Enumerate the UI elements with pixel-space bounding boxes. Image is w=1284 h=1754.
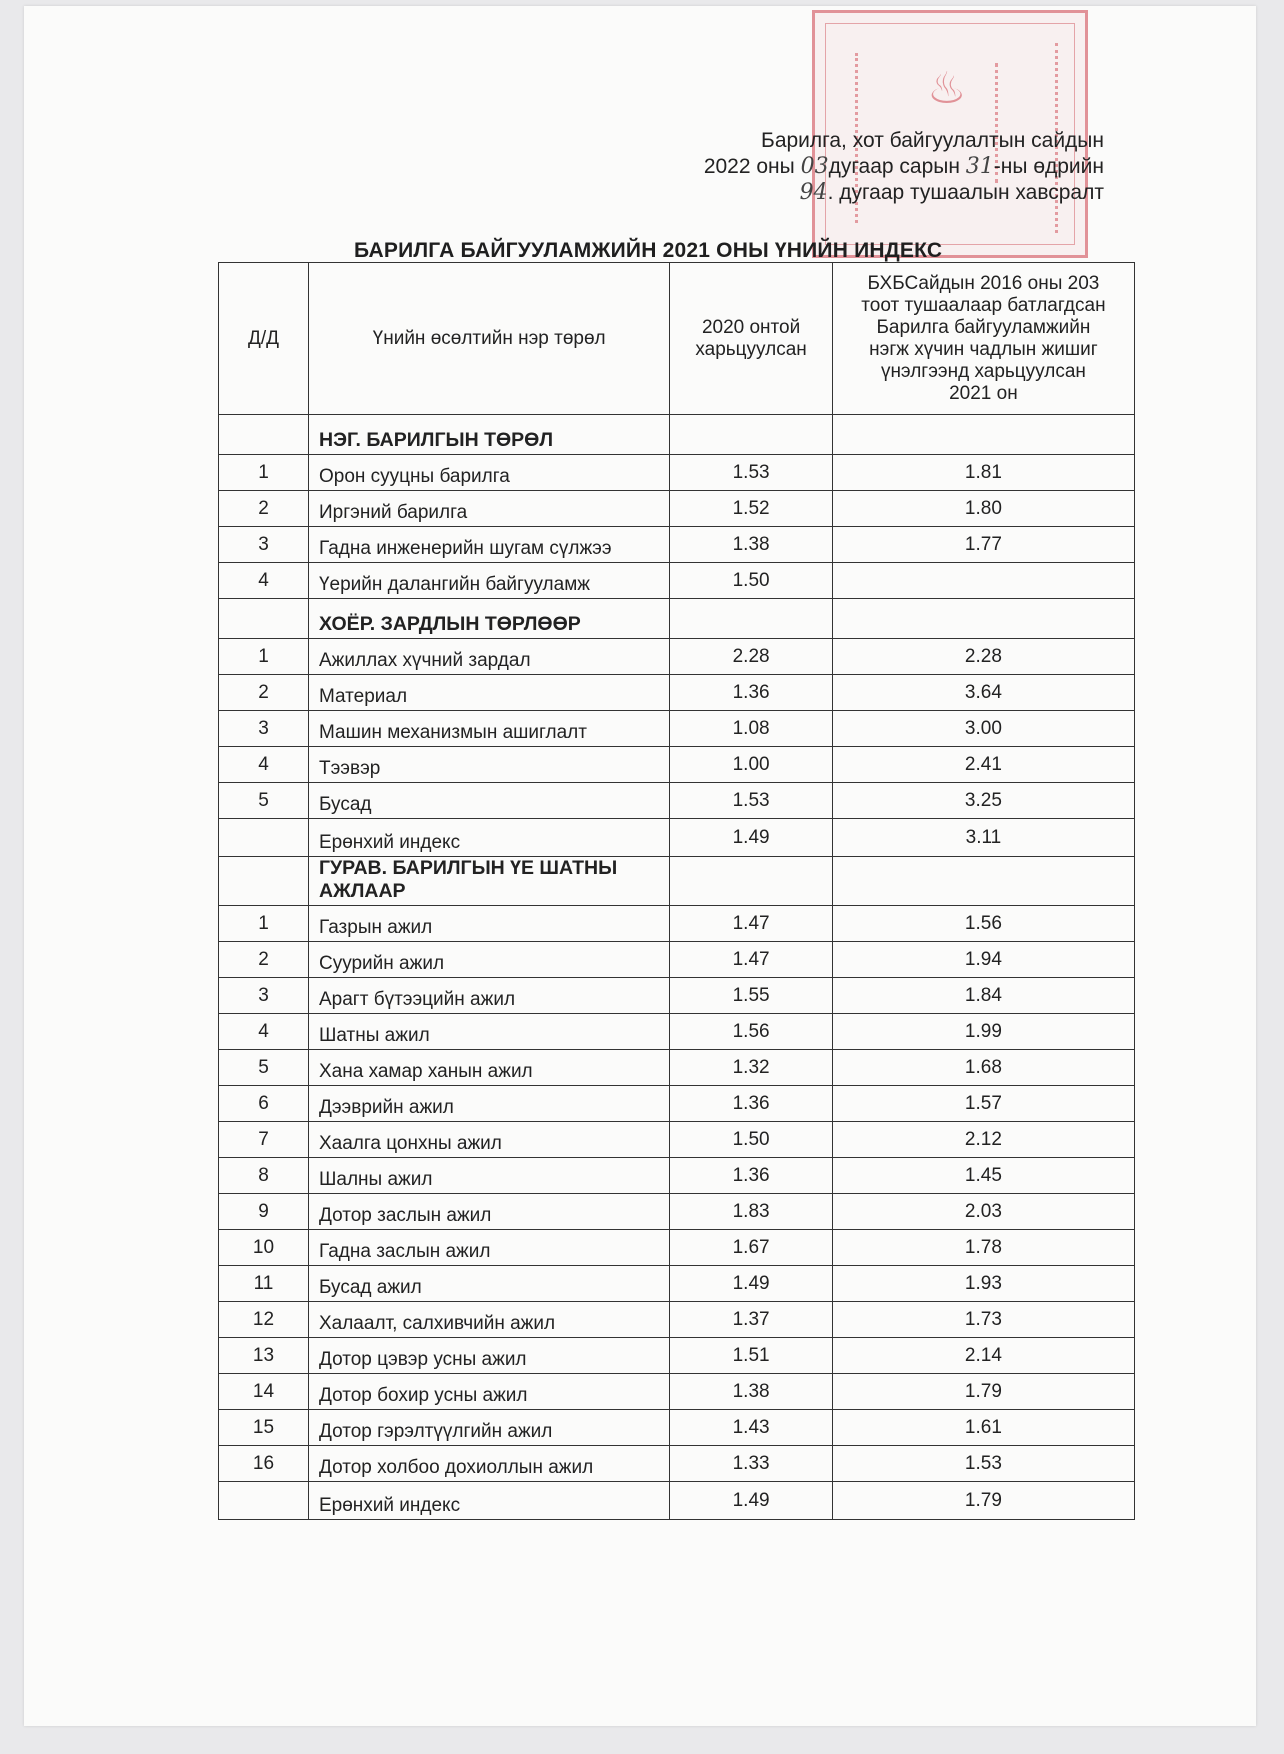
row-value-standard: 3.64	[832, 675, 1134, 711]
row-name: Бусад	[308, 783, 669, 819]
row-name: Шалны ажил	[308, 1158, 669, 1194]
row-name: Бусад ажил	[308, 1266, 669, 1302]
row-name: Ерөнхий индекс	[308, 819, 669, 857]
price-index-table	[218, 262, 1135, 1520]
row-number: 1	[219, 639, 309, 675]
appendix-note	[704, 128, 1104, 206]
row-number: 5	[219, 1050, 309, 1086]
table-row	[219, 978, 1135, 1014]
table-row	[219, 906, 1135, 942]
header-name: Үнийн өсөлтийн нэр төрөл	[308, 263, 669, 415]
row-value-2020: 1.51	[670, 1338, 833, 1374]
row-name: Орон сууцны барилга	[308, 455, 669, 491]
row-value-2020: 1.47	[670, 942, 833, 978]
row-value-2020: 1.49	[670, 819, 833, 857]
row-number: 4	[219, 563, 309, 599]
document-page	[24, 6, 1256, 1726]
row-value-standard: 1.53	[832, 1446, 1134, 1482]
row-name: Гадна инженерийн шугам сүлжээ	[308, 527, 669, 563]
header-compared-2020	[670, 263, 833, 415]
section-v2-cell	[832, 857, 1134, 906]
row-value-standard: 1.94	[832, 942, 1134, 978]
table-row	[219, 455, 1135, 491]
row-value-standard: 1.79	[832, 1482, 1134, 1520]
row-value-2020: 1.50	[670, 1122, 833, 1158]
table-row	[219, 1266, 1135, 1302]
row-number	[219, 819, 309, 857]
section-title: ХОЁР. ЗАРДЛЫН ТӨРЛӨӨР	[308, 599, 669, 639]
table-row	[219, 639, 1135, 675]
row-value-2020: 1.53	[670, 783, 833, 819]
table-row	[219, 1122, 1135, 1158]
row-value-2020: 1.55	[670, 978, 833, 1014]
row-value-standard: 2.28	[832, 639, 1134, 675]
row-name: Арагт бүтээцийн ажил	[308, 978, 669, 1014]
row-value-standard: 1.78	[832, 1230, 1134, 1266]
total-index-row	[219, 1482, 1135, 1520]
section-v1-cell	[670, 857, 833, 906]
row-number: 1	[219, 455, 309, 491]
row-value-2020: 1.56	[670, 1014, 833, 1050]
appendix-year: 2022 оны	[703, 155, 795, 178]
row-value-standard: 3.00	[832, 711, 1134, 747]
row-name: Хаалга цонхны ажил	[308, 1122, 669, 1158]
row-value-standard: 1.80	[832, 491, 1134, 527]
section-v1-cell	[670, 415, 833, 455]
section-v1-cell	[670, 599, 833, 639]
row-number: 13	[219, 1338, 309, 1374]
row-number: 2	[219, 942, 309, 978]
row-value-standard: 3.25	[832, 783, 1134, 819]
section-v2-cell	[832, 415, 1134, 455]
row-value-standard: 3.11	[832, 819, 1134, 857]
header-v2-line: 2021 он	[949, 382, 1018, 404]
row-number: 10	[219, 1230, 309, 1266]
appendix-order-label: . дугаар тушаалын хавсралт	[827, 181, 1104, 204]
table-row	[219, 1446, 1135, 1482]
table-row	[219, 1338, 1135, 1374]
row-value-2020: 1.67	[670, 1230, 833, 1266]
row-value-2020: 1.33	[670, 1446, 833, 1482]
row-value-standard: 1.84	[832, 978, 1134, 1014]
header-v2-line: тоот тушаалаар батлагдсан	[861, 294, 1106, 316]
row-value-2020: 1.49	[670, 1482, 833, 1520]
row-name: Гадна заслын ажил	[308, 1230, 669, 1266]
table-header-row	[219, 263, 1135, 415]
row-value-2020: 2.28	[670, 639, 833, 675]
row-name: Хана хамар ханын ажил	[308, 1050, 669, 1086]
row-value-standard: 1.73	[832, 1302, 1134, 1338]
row-value-standard: 2.12	[832, 1122, 1134, 1158]
row-name: Дотор цэвэр усны ажил	[308, 1338, 669, 1374]
row-value-2020: 1.83	[670, 1194, 833, 1230]
row-name: Ерөнхий индекс	[308, 1482, 669, 1520]
header-v1-line: 2020 онтой	[701, 316, 801, 338]
section-header-row	[219, 415, 1135, 455]
row-name: Дээврийн ажил	[308, 1086, 669, 1122]
table-body	[219, 415, 1135, 1520]
row-value-standard: 1.81	[832, 455, 1134, 491]
row-value-standard: 1.79	[832, 1374, 1134, 1410]
row-number: 14	[219, 1374, 309, 1410]
header-v2-line: БХБСайдын 2016 оны 203	[867, 272, 1100, 294]
header-no: Д/Д	[219, 263, 309, 415]
row-value-standard: 2.03	[832, 1194, 1134, 1230]
row-name: Дотор гэрэлтүүлгийн ажил	[308, 1410, 669, 1446]
table-row	[219, 1158, 1135, 1194]
soyombo-icon: ♨	[927, 64, 967, 113]
handwritten-day: 31	[965, 154, 994, 179]
total-index-row	[219, 819, 1135, 857]
row-name: Шатны ажил	[308, 1014, 669, 1050]
row-name: Дотор холбоо дохиоллын ажил	[308, 1446, 669, 1482]
table-row	[219, 747, 1135, 783]
row-value-2020: 1.43	[670, 1410, 833, 1446]
appendix-line-2	[704, 154, 1104, 180]
row-name: Иргэний барилга	[308, 491, 669, 527]
section-v2-cell	[832, 599, 1134, 639]
appendix-month-label: дугаар сарын	[828, 155, 960, 178]
row-name: Материал	[308, 675, 669, 711]
row-value-2020: 1.52	[670, 491, 833, 527]
row-name: Тээвэр	[308, 747, 669, 783]
appendix-line-3	[704, 180, 1104, 206]
row-number: 3	[219, 978, 309, 1014]
row-value-2020: 1.53	[670, 455, 833, 491]
row-value-standard: 1.68	[832, 1050, 1134, 1086]
header-v1-line: харьцуулсан	[695, 338, 807, 360]
row-name: Суурийн ажил	[308, 942, 669, 978]
row-value-standard: 2.41	[832, 747, 1134, 783]
row-name: Машин механизмын ашиглалт	[308, 711, 669, 747]
row-number: 8	[219, 1158, 309, 1194]
row-value-standard	[832, 563, 1134, 599]
row-value-2020: 1.32	[670, 1050, 833, 1086]
row-value-2020: 1.38	[670, 527, 833, 563]
table-row	[219, 527, 1135, 563]
row-number: 3	[219, 527, 309, 563]
appendix-day-label: -ны өдрийн	[993, 155, 1104, 178]
row-value-2020: 1.38	[670, 1374, 833, 1410]
table-row	[219, 711, 1135, 747]
header-v2-line: үнэлгээнд харьцуулсан	[880, 360, 1086, 382]
row-number: 1	[219, 906, 309, 942]
row-number	[219, 1482, 309, 1520]
row-number: 5	[219, 783, 309, 819]
table-row	[219, 1374, 1135, 1410]
table-row	[219, 783, 1135, 819]
row-value-2020: 1.50	[670, 563, 833, 599]
row-value-standard: 2.14	[832, 1338, 1134, 1374]
table-row	[219, 942, 1135, 978]
handwritten-month: 03	[800, 154, 829, 179]
row-value-standard: 1.99	[832, 1014, 1134, 1050]
section-no-cell	[219, 857, 309, 906]
row-value-2020: 1.47	[670, 906, 833, 942]
section-no-cell	[219, 599, 309, 639]
row-name: Дотор заслын ажил	[308, 1194, 669, 1230]
row-number: 6	[219, 1086, 309, 1122]
row-number: 4	[219, 747, 309, 783]
row-value-2020: 1.49	[670, 1266, 833, 1302]
row-name: Дотор бохир усны ажил	[308, 1374, 669, 1410]
row-value-2020: 1.36	[670, 675, 833, 711]
table-row	[219, 1230, 1135, 1266]
row-value-2020: 1.08	[670, 711, 833, 747]
table-row	[219, 491, 1135, 527]
row-value-standard: 1.61	[832, 1410, 1134, 1446]
row-name: Ажиллах хүчний зардал	[308, 639, 669, 675]
section-header-row	[219, 599, 1135, 639]
appendix-line-1: Барилга, хот байгуулалтын сайдын	[761, 129, 1104, 152]
table-row	[219, 1050, 1135, 1086]
row-name: Газрын ажил	[308, 906, 669, 942]
header-compared-standard	[832, 263, 1134, 415]
row-number: 9	[219, 1194, 309, 1230]
header-v2-line: нэгж хүчин чадлын жишиг	[869, 338, 1098, 360]
row-number: 3	[219, 711, 309, 747]
row-value-2020: 1.37	[670, 1302, 833, 1338]
header-v2-line: Барилга байгууламжийн	[876, 316, 1091, 338]
section-header-row	[219, 857, 1135, 906]
document-title: БАРИЛГА БАЙГУУЛАМЖИЙН 2021 ОНЫ ҮНИЙН ИНДЕКС	[354, 239, 943, 262]
row-number: 12	[219, 1302, 309, 1338]
row-value-standard: 1.93	[832, 1266, 1134, 1302]
row-number: 4	[219, 1014, 309, 1050]
handwritten-order-number: 94	[799, 180, 828, 205]
row-value-2020: 1.36	[670, 1158, 833, 1194]
section-no-cell	[219, 415, 309, 455]
table-row	[219, 1194, 1135, 1230]
row-value-standard: 1.56	[832, 906, 1134, 942]
row-value-standard: 1.57	[832, 1086, 1134, 1122]
table-row	[219, 675, 1135, 711]
row-number: 16	[219, 1446, 309, 1482]
row-number: 11	[219, 1266, 309, 1302]
row-number: 2	[219, 491, 309, 527]
row-number: 7	[219, 1122, 309, 1158]
row-value-2020: 1.00	[670, 747, 833, 783]
section-title: ГУРАВ. БАРИЛГЫН ҮЕ ШАТНЫ АЖЛААР	[308, 857, 669, 906]
section-title: НЭГ. БАРИЛГЫН ТӨРӨЛ	[308, 415, 669, 455]
row-value-standard: 1.45	[832, 1158, 1134, 1194]
row-name: Халаалт, салхивчийн ажил	[308, 1302, 669, 1338]
table-row	[219, 1410, 1135, 1446]
row-value-2020: 1.36	[670, 1086, 833, 1122]
table-row	[219, 1014, 1135, 1050]
row-number: 15	[219, 1410, 309, 1446]
row-name: Үерийн далангийн байгууламж	[308, 563, 669, 599]
table-row	[219, 1302, 1135, 1338]
table-row	[219, 1086, 1135, 1122]
table-row	[219, 563, 1135, 599]
row-number: 2	[219, 675, 309, 711]
row-value-standard: 1.77	[832, 527, 1134, 563]
